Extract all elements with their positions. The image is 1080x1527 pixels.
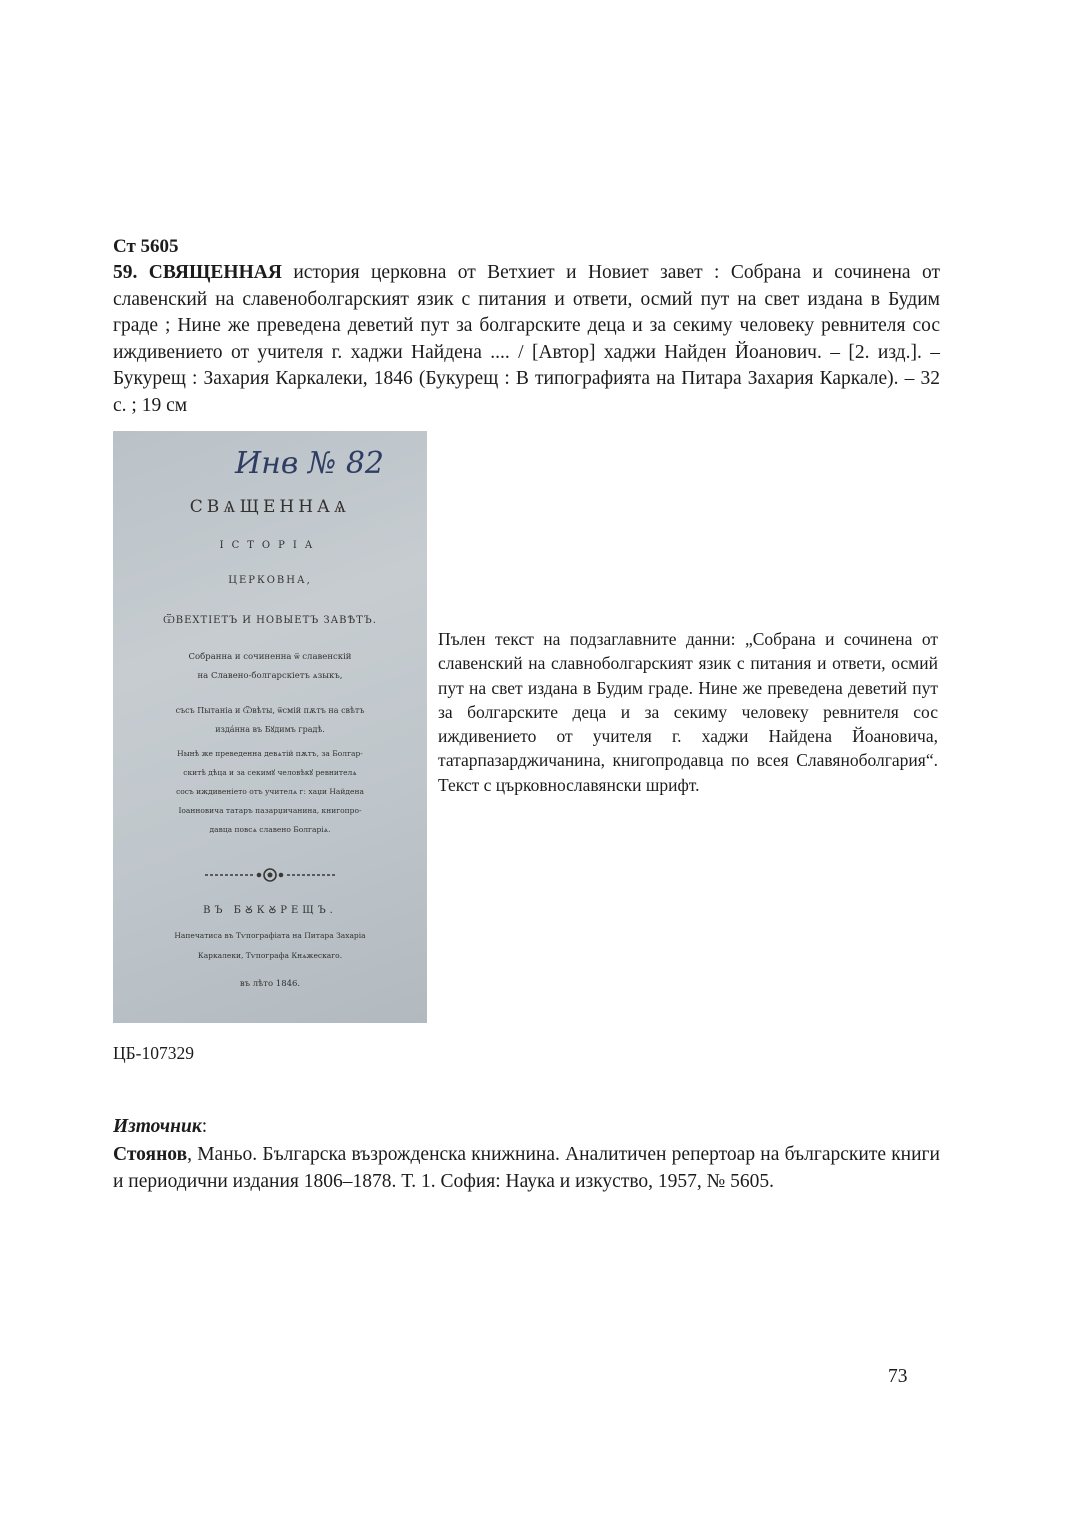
record-code: Ст 5605: [113, 236, 179, 257]
source-label: Източник: [113, 1116, 202, 1137]
title-line: ЦЕРКОВНА,: [228, 575, 312, 586]
handwritten-inventory-note: Инв № 82: [235, 446, 385, 481]
source-text: , Маньо. Българска възрожденска книжнина. Аналитичен репертоар на българските книги и периодични издания 1806–1878. Т. 1. София: Наука и изкуство, 1957, № 5605.: [113, 1144, 940, 1192]
title-line: ІСТОРІА: [219, 540, 321, 551]
title-line: въ лѣто 1846.: [239, 979, 301, 989]
ornament-divider: [205, 869, 335, 881]
title-line: Собранна и сочиненна ѿ славенскій: [188, 652, 352, 662]
title-line: ѾВЕХТІЕТЪ И НОВЫЕТЪ ЗАВѢТЪ.: [163, 615, 377, 626]
title-line: Каркалеки, Тѵпографа Кнѧжескаго.: [197, 951, 343, 960]
title-line: давца повсѧ славено Болгаріѧ.: [209, 825, 331, 834]
title-line: съсъ Пытаніа и Ѿвѣты, ѿсмій пѫтъ на свѣтъ: [175, 706, 365, 715]
title-page-photo: [113, 431, 427, 1023]
shelfmark: ЦБ-107329: [113, 1043, 195, 1063]
title-page-image: [113, 431, 427, 1023]
title-line: на Славено-болгарскіетъ ѧзыкъ,: [197, 671, 343, 681]
title-line: Напечатиса въ Тѵпографіата на Питара Захаріа: [174, 931, 366, 940]
subtitle-note: Пълен текст на подзаглавните данни: „Собрана и сочинена от славенский на славноболгарският язик с питания и ответи, осмий пут на свет издана в Будим граде. Нине же преведена деветий пут за болгарските деца и за секиму человеку ревнителя сос иждивението от учителя г. хаджи Найдена Йоановича, татарпазарджичанина, книгопродавца по всея Славяноболгария“. Текст с църковнославянски шрифт.: [438, 629, 938, 795]
page-number: 73: [888, 1366, 908, 1387]
title-line: Нынѣ же преведенна девѧтій пѫтъ, за Болгар-: [177, 749, 363, 758]
title-line: ВЪ БꙊКꙊРЕЩЪ.: [203, 905, 337, 916]
source-heading: [113, 1116, 207, 1138]
bibliographic-entry: [113, 260, 940, 420]
title-line: сосъ иждивеніето отъ учителѧ г: хаџи Найдена: [176, 787, 364, 796]
entry-description: история церковна от Ветхиет и Новиет завет : Собрана и сочинена от славенский на славеноболгарският язик с питания и ответи, осмий пут на свет издана в Будим граде ; Нине же преведена деветий пут за болгарските деца и за секиму человеку ревнителя сос иждивението от учителя г. хаджи Найдена .... / [Автор] хаджи Найден Йоанович. – [2. изд.]. – Букурещ : Захария Каркалеки, 1846 (Букурещ : В типографията на Питара Захария Каркале). – 32 с. ; 19 см: [113, 262, 941, 416]
entry-heading: СВЯЩЕННАЯ: [148, 262, 282, 283]
title-line: Іоанновича татаръ пазарџичанина, книгопро-: [178, 806, 362, 815]
title-line: СВѦЩЕННАѦ: [189, 497, 351, 517]
title-line: скитѣ дѣца и за секимꙋ человѣкꙋ ревнителѧ: [183, 768, 357, 777]
entry-number: 59.: [113, 262, 138, 283]
source-author: Стоянов: [113, 1144, 188, 1165]
title-line: издáнна въ Бꙋдимъ градѣ.: [215, 725, 325, 734]
source-reference: [113, 1142, 940, 1195]
source-colon: :: [201, 1116, 208, 1137]
